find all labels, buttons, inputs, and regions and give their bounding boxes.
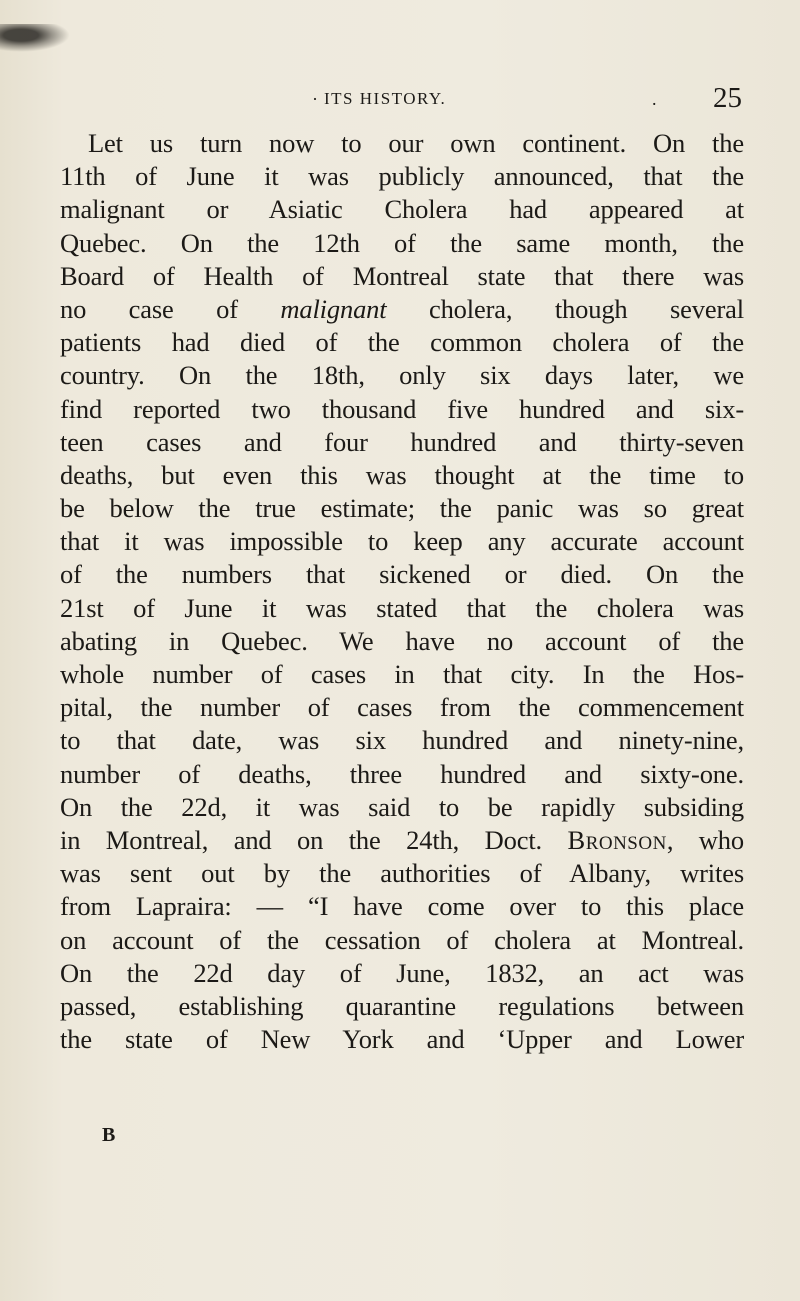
text-line: deaths, but even this was thought at the time to bbox=[60, 459, 744, 490]
text-line: pital, the number of cases from the commencement bbox=[60, 692, 744, 723]
page-edge-tab-mark bbox=[0, 24, 70, 52]
text-line: be below the true estimate; the panic was so great bbox=[60, 493, 744, 524]
text-line: 21st of June it was stated that the cholera was bbox=[60, 592, 744, 623]
signature-mark: B bbox=[102, 1124, 116, 1146]
text-line: of the numbers that sickened or died. On the bbox=[60, 559, 744, 590]
text-line: to that date, was six hundred and ninety-nine, bbox=[60, 725, 744, 756]
text-line: On the 22d day of June, 1832, an act was bbox=[60, 957, 744, 988]
text-line: that it was impossible to keep any accurate account bbox=[60, 526, 744, 557]
text-line: Board of Health of Montreal state that there was bbox=[60, 260, 744, 291]
page-number: 25 bbox=[713, 82, 742, 114]
text-line: in Montreal, and on the 24th, Doct. Bronson, who bbox=[60, 824, 744, 855]
text-line: the state of New York and ‘Upper and Lower bbox=[60, 1024, 744, 1055]
text-line: patients had died of the common cholera of the bbox=[60, 327, 744, 358]
body-text bbox=[60, 127, 744, 1056]
text-line: On the 22d, it was said to be rapidly subsiding bbox=[60, 791, 744, 822]
text-line: malignant or Asiatic Cholera had appeared at bbox=[60, 194, 744, 225]
text-line: Let us turn now to our own continent. On the bbox=[88, 128, 744, 158]
text-line: abating in Quebec. We have no account of the bbox=[60, 625, 744, 656]
text-line: passed, establishing quarantine regulations between bbox=[60, 990, 744, 1021]
text-line: 11th of June it was publicly announced, that the bbox=[60, 161, 744, 192]
text-line: on account of the cessation of cholera at Montreal. bbox=[60, 924, 744, 955]
person-name-smallcaps: Bronson bbox=[567, 824, 667, 855]
text-line: whole number of cases in that city. In the Hos- bbox=[60, 659, 744, 689]
running-head-dot: · bbox=[312, 89, 318, 109]
running-head bbox=[312, 84, 742, 124]
text-line: Quebec. On the 12th of the same month, the bbox=[60, 227, 744, 258]
text-line: number of deaths, three hundred and sixty-one. bbox=[60, 758, 744, 789]
text-line: country. On the 18th, only six days later, we bbox=[60, 360, 744, 391]
text-line: find reported two thousand five hundred and six- bbox=[60, 393, 744, 424]
text-line: no case of malignant cholera, though several bbox=[60, 293, 744, 324]
running-head-separator: . bbox=[652, 89, 657, 109]
text-line: was sent out by the authorities of Albany, writes bbox=[60, 858, 744, 889]
text-line: teen cases and four hundred and thirty-seven bbox=[60, 426, 744, 457]
italic-emphasis: malignant bbox=[280, 293, 387, 324]
running-head-title: ITS HISTORY. bbox=[324, 89, 447, 108]
text-line: from Lapraira: — “I have come over to this place bbox=[60, 891, 744, 922]
